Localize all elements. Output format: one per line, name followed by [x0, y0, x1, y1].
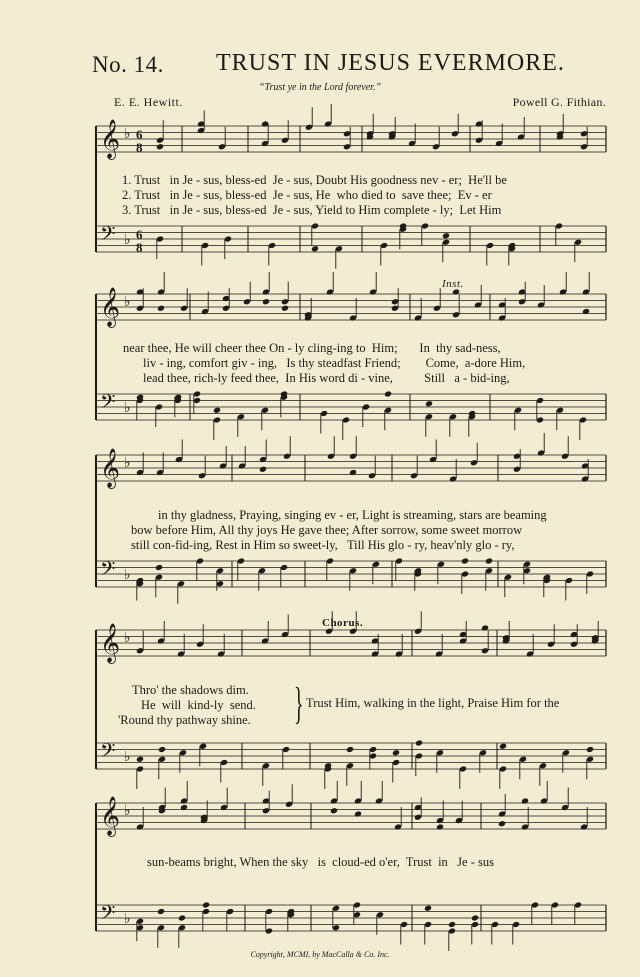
chorus-line2: sun-beams bright, When the sky is cloud-ed o'er, Trust in Je - sus: [147, 855, 494, 869]
treble-clef: 𝄞: [100, 287, 121, 327]
verse3-line1: 3. Trust in Je - sus, bless-ed Je - sus, Yield to Him complete - ly; Let Him: [122, 203, 502, 217]
notehead: [392, 749, 400, 756]
notehead: [582, 308, 590, 315]
inst-marking: Inst.: [442, 278, 464, 290]
author-credit: E. E. Hewitt.: [114, 95, 183, 109]
notehead: [415, 739, 423, 746]
notehead: [424, 905, 432, 912]
key-flat: ♭: [124, 400, 131, 416]
notehead: [436, 823, 444, 830]
key-flat: ♭: [124, 803, 131, 819]
hymn-title: TRUST IN JESUS EVERMORE.: [216, 50, 565, 76]
key-flat: ♭: [124, 567, 131, 583]
key-flat: ♭: [124, 126, 131, 142]
key-flat: ♭: [124, 232, 131, 248]
notehead: [311, 245, 319, 252]
notehead: [202, 901, 210, 908]
notehead: [136, 756, 144, 763]
time-signature: 8: [136, 240, 143, 255]
notehead: [425, 400, 433, 407]
notehead: [262, 298, 270, 305]
verse2-line2: liv - ing, comfort giv - ing, Is thy steadfast Friend; Come, a-dore Him,: [143, 356, 526, 370]
composer-credit: Powell G. Fithian.: [512, 95, 606, 109]
treble-clef: 𝄞: [100, 796, 121, 836]
notehead: [485, 557, 493, 564]
verse1-line3: in thy gladness, Praying, singing ev - er, Light is streaming, stars are beaming: [158, 508, 547, 522]
hymn-number: No. 14.: [92, 52, 164, 77]
key-flat: ♭: [124, 911, 131, 927]
bass-clef: 𝄢: [100, 557, 116, 585]
key-flat: ♭: [124, 630, 131, 646]
key-flat: ♭: [124, 294, 131, 310]
notehead: [448, 921, 456, 928]
notehead: [498, 820, 506, 827]
bass-clef: 𝄢: [100, 901, 116, 929]
treble-clef: 𝄞: [100, 448, 121, 488]
time-signature: 8: [136, 140, 143, 155]
verse3-line3: still con-fid-ing, Rest in Him so sweet-ly, Till His glo - ry, heav'nly glo - ry,: [131, 538, 515, 552]
verse3-end: 'Round thy pathway shine.: [118, 713, 251, 727]
notehead: [354, 810, 362, 817]
notehead: [346, 746, 354, 753]
notehead: [281, 305, 289, 312]
verse1-line2: near thee, He will cheer thee On - ly cling-ing to Him; In thy sad-ness,: [123, 341, 501, 355]
notehead: [259, 466, 267, 473]
verse1-line1: 1. Trust in Je - sus, bless-ed Je - sus, Doubt His goodness nev - er; He'll be: [122, 173, 507, 187]
notehead: [157, 305, 165, 312]
verse-brace: }: [294, 679, 304, 728]
treble-clef: 𝄞: [100, 119, 121, 159]
notehead: [586, 746, 594, 753]
notehead: [158, 746, 166, 753]
notehead: [521, 797, 529, 804]
key-flat: ♭: [124, 455, 131, 471]
copyright-notice: Copyright, MCMI, by MacCalla & Co. Inc.: [250, 950, 390, 959]
verse2-line3: bow before Him, All thy joys He gave thee; After sorrow, some sweet morrow: [131, 523, 523, 537]
notehead: [442, 232, 450, 239]
chorus-line1: Trust Him, walking in the light, Praise Him for the: [306, 696, 560, 710]
epigraph: “Trust ye in the Lord forever.”: [258, 82, 382, 93]
notehead: [157, 908, 165, 915]
notehead: [155, 564, 163, 571]
notehead: [178, 914, 186, 921]
verse3-line2: lead thee, rich-ly feed thee, In His word di - vine, Still a - bid-ing,: [143, 371, 510, 385]
notehead: [461, 557, 469, 564]
notehead: [349, 469, 357, 476]
verse2-end: He will kind-ly send.: [141, 698, 256, 712]
key-flat: ♭: [124, 749, 131, 765]
bass-clef: 𝄢: [100, 222, 116, 250]
chorus-label: Chorus.: [322, 617, 364, 629]
verse2-line1: 2. Trust in Je - sus, bless-ed Je - sus, He who died to save thee; Ev - er: [122, 188, 492, 202]
notehead: [481, 624, 489, 631]
treble-clef: 𝄞: [100, 623, 121, 663]
notehead: [384, 390, 392, 397]
notehead: [213, 407, 221, 414]
time-signature: 6: [136, 127, 143, 142]
notehead: [156, 143, 164, 150]
bass-clef: 𝄢: [100, 390, 116, 418]
notehead: [499, 743, 507, 750]
notehead: [471, 914, 479, 921]
notehead: [330, 807, 338, 814]
notehead: [180, 804, 188, 811]
bass-clef: 𝄢: [100, 739, 116, 767]
time-signature: 6: [136, 227, 143, 242]
verse1-end: Thro' the shadows dim.: [132, 683, 249, 697]
